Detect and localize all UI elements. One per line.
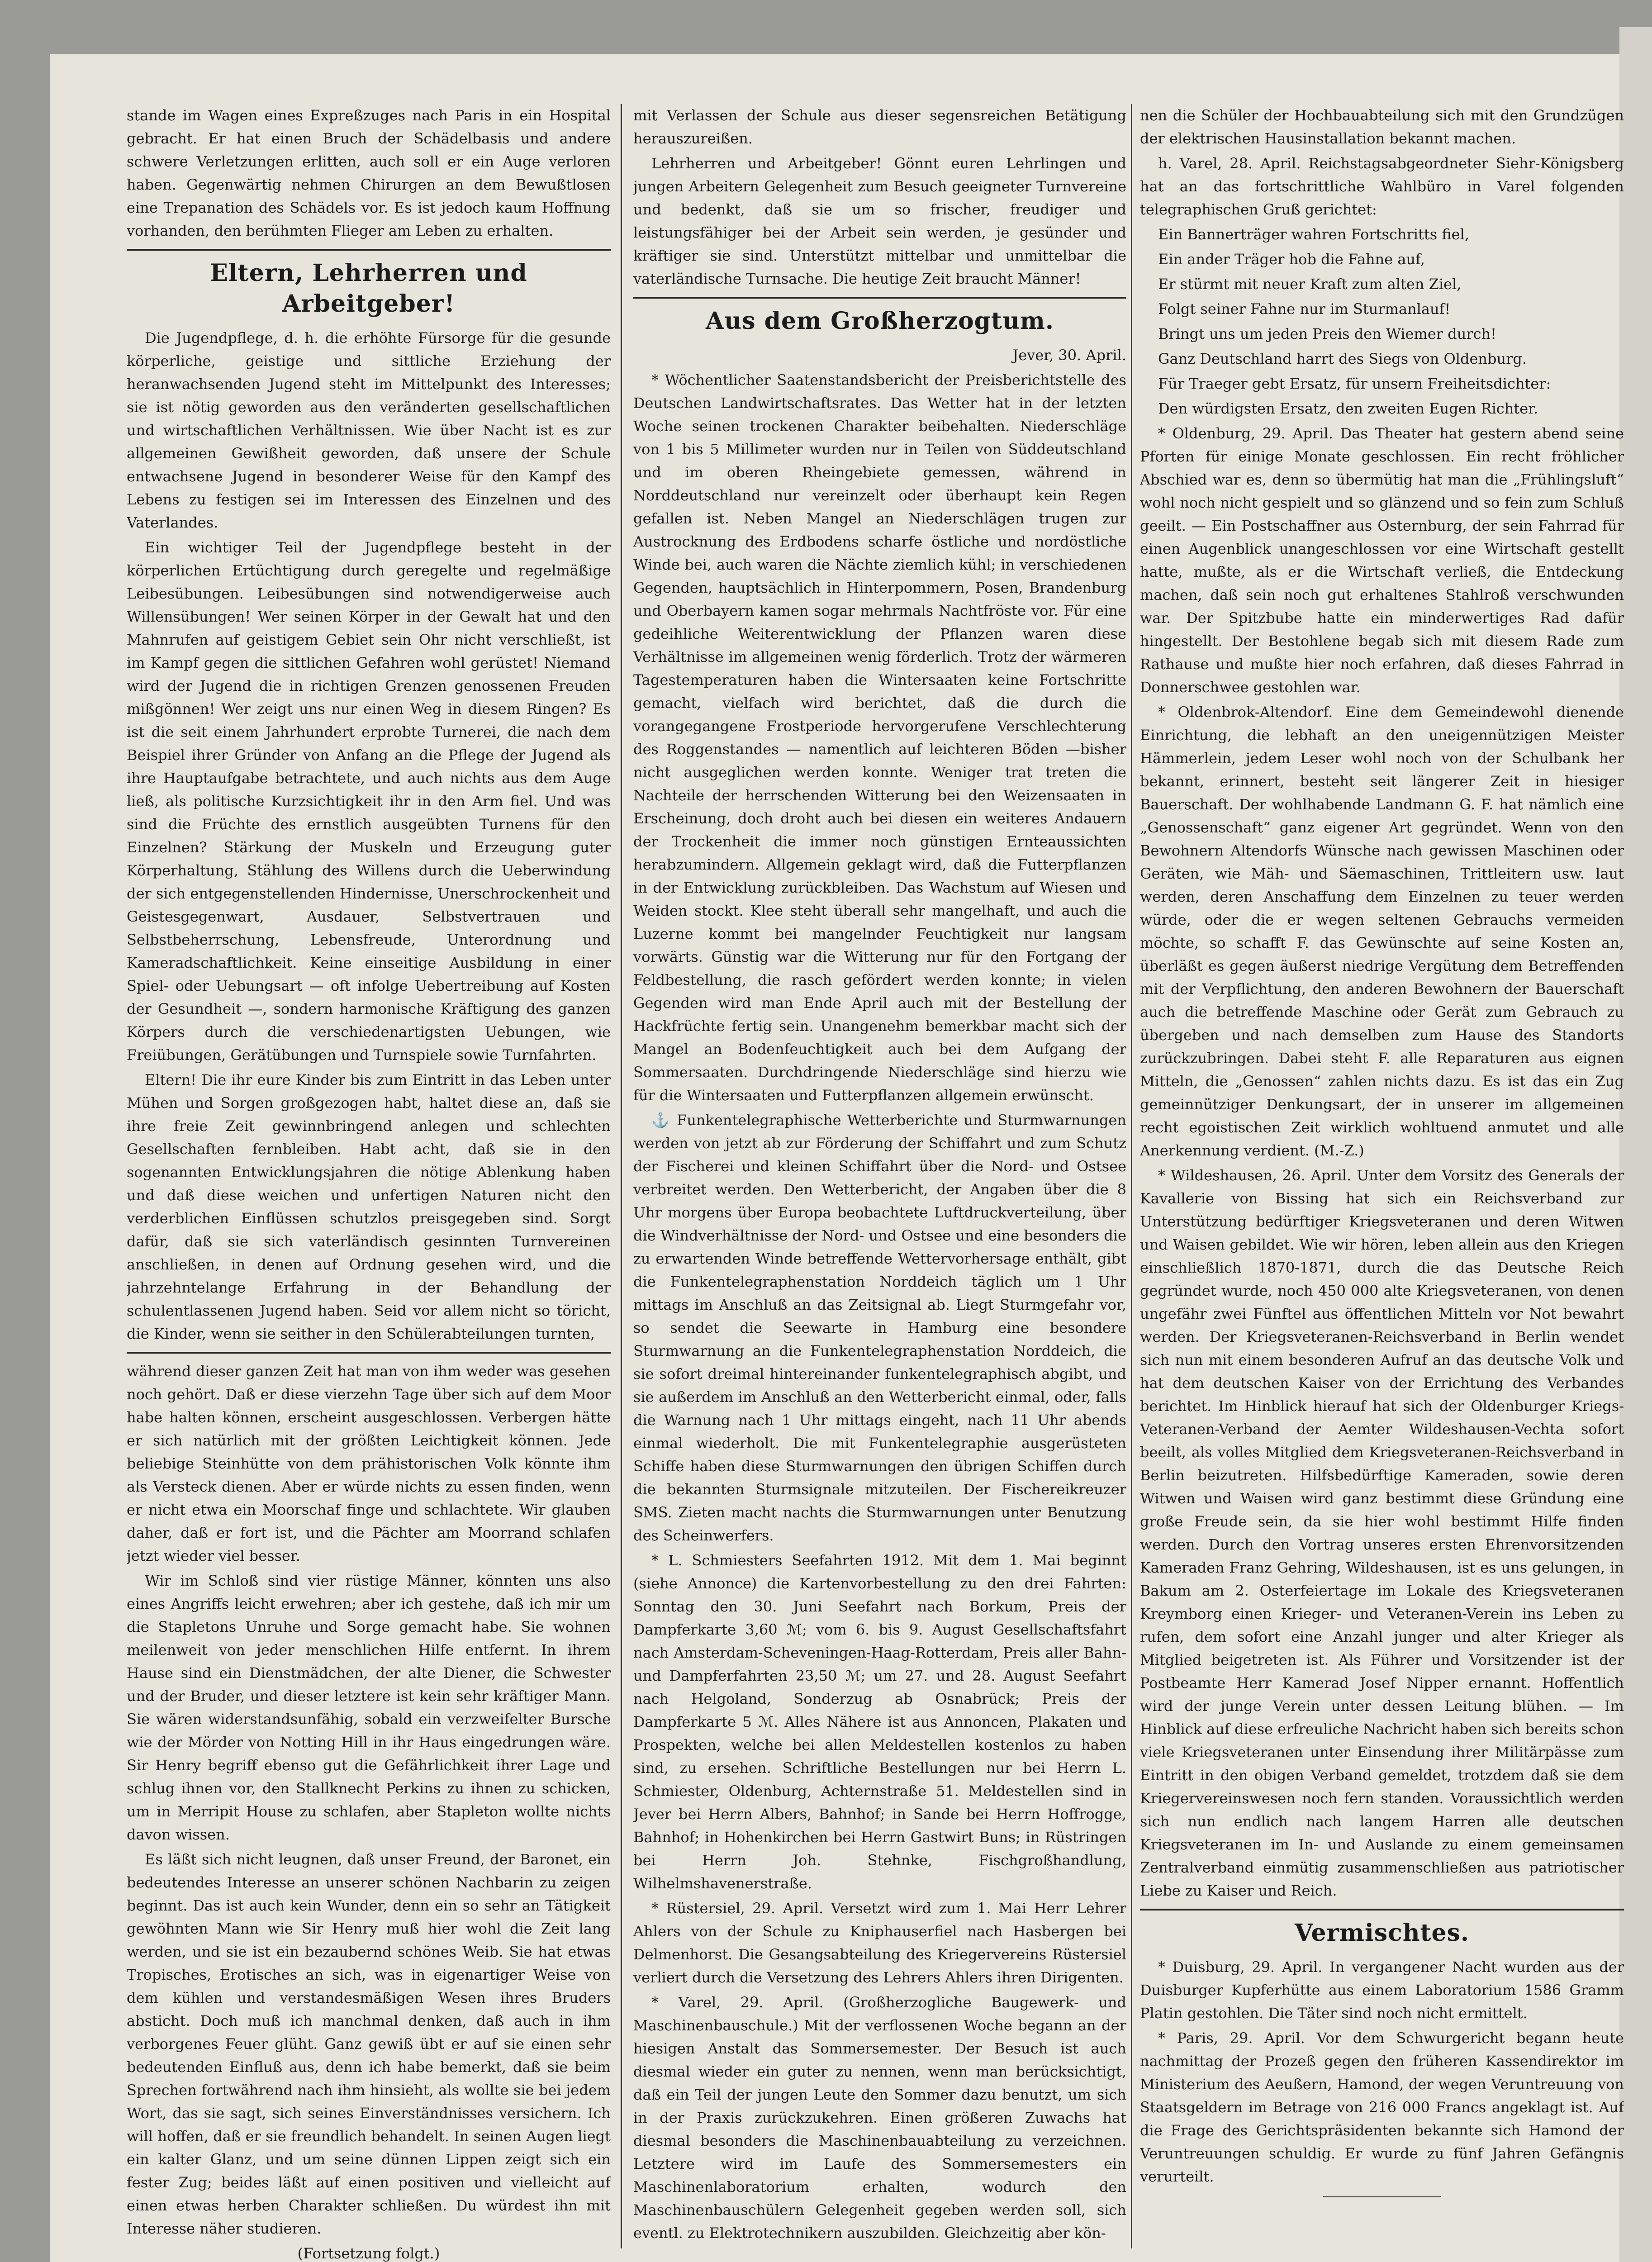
verse-line: Den würdigsten Ersatz, den zweiten Eugen Richter. [1158, 400, 1538, 417]
news-item: * Duisburg, 29. April. In vergangener Nacht wurden aus der Duisburger Kupferhütte aus einem Laboratorium 1586 Gramm Platin gestohlen. Die Täter sind noch nicht ermittelt. [1140, 1958, 1624, 2022]
article-heading: Eltern, Lehrherren und Arbeitgeber! [210, 259, 527, 318]
verse-line: Er stürmt mit neuer Kraft zum alten Ziel, [1158, 276, 1462, 293]
verse-line: Ganz Deutschland harrt des Siegs von Oldenburg. [1158, 350, 1527, 367]
news-item: * Wöchentlicher Saatenstandsbericht der Preisberichtstelle des Deutschen Landwirtschaftsrates. Das Wetter hat in der letzten Woche seinen trockenen Charakter beibehalten. Niederschläge von 1 bis 5 Millimeter wurden nur in Teilen von Süddeutschland und im oberen Rheingebiete gemessen, während in Norddeutschland nur vereinzelt oder überhaupt kein Regen gefallen ist. Neben Mangel an Niederschlägen trugen zur Austrocknung des Erdbodens scharfe östliche und nordöstliche Winde bei, auch waren die Nächte ziemlich kühl; in verschiedenen Gegenden, hauptsächlich in Hinterpommern, Posen, Brandenburg und Oberbayern kamen sogar mehrmals Nachtfröste vor. Für eine gedeihliche Weiterentwicklung der Pflanzen waren diese Verhältnisse im allgemeinen wenig förderlich. Trotz der wärmeren Tagestemperaturen haben die Wintersaaten keine Fortschritte gemacht, vielfach wird berichtet, daß die durch die vorangegangene Frostperiode hervorgerufene Verschlechterung des Roggenstandes — namentlich auf leichteren Böden —bisher nicht ausgeglichen werden konnte. Weniger trat treten die Nachteile der herrschenden Witterung bei den Weizensaaten in Erscheinung, doch droht auch bei diesen ein weiteres Andauern der Trockenheit die immer noch günstigen Ernteaussichten herabzumindern. Allgemein geklagt wird, daß die Futterpflanzen in der Entwicklung zurückbleiben. Das Wachstum auf Wiesen und Weiden stockt. Klee steht überall sehr mangelhaft, und auch die Luzerne kommt bei mangelnder Feuchtigkeit nur langsam vorwärts. Günstig war die Witterung nur für den Fortgang der Feldbestellung, die rasch gefördert werden konnte; in vielen Gegenden wird man Ende April auch mit der Bestellung der Hackfrüchte fertig sein. Unangenehm bemerkbar macht sich der Mangel an Bodenfeuchtigkeit auch bei dem Aufgang der Sommersaaten. Durchdringende Niederschläge sind hierzu wie für die Wintersaaten und Futterpflanzen allgemein erwünscht. [633, 371, 1126, 1104]
section-divider [633, 297, 1126, 299]
column-left [127, 104, 611, 2262]
section-divider [127, 249, 611, 251]
article-paragraph: mit Verlassen der Schule aus dieser segensreichen Betätigung herauszureißen. [633, 107, 1126, 147]
news-item: h. Varel, 28. April. Reichstagsabgeordneter Siehr-Königsberg hat an das fortschrittliche Wahlbüro in Varel folgenden telegraphischen Gruß gerichtet: [1140, 155, 1624, 218]
book-spine-edge [1619, 27, 1652, 2262]
news-item: * Rüstersiel, 29. April. Versetzt wird zum 1. Mai Herr Lehrer Ahlers von der Schule zu Kniphauserfiel nach Hasbergen bei Delmenhorst. Die Gesangsabteilung des Kriegervereins Rüstersiel verliert durch die Versetzung des Lehrers Ahlers ihren Dirigenten. [633, 1900, 1126, 1986]
article-paragraph: Eltern! Die ihr eure Kinder bis zum Eintritt in das Leben unter Mühen und Sorgen großgezogen habt, haltet diese an, daß sie ihre freie Zeit gewinnbringend anlegen und schlechten Gesellschaften fernbleiben. Habt acht, daß sie in den sogenannten Entwicklungsjahren die nötige Ablenkung haben und daß diese weichen und unfertigen Naturen nicht den verderblichen Einflüssen schutzlos preisgegeben sind. Sorgt dafür, daß sie sich vaterländisch gesinnten Turnvereinen anschließen, in denen auf Ordnung gesehen wird, und die jahrzehntelange Erfahrung in der Behandlung der schulentlassenen Jugend haben. Seid vor allem nicht so töricht, die Kinder, wenn sie seither in den Schülerabteilungen turnten, [127, 1071, 611, 1342]
verse-line: Ein ander Träger hob die Fahne auf, [1158, 251, 1425, 268]
end-rule [1323, 2196, 1441, 2197]
serial-story-paragraph: Wir im Schloß sind vier rüstige Männer, könnten uns also eines Angriffs leicht erwehren; aber ich gestehe, daß ich mir um die Stapletons Unruhe und Sorge gemacht habe. Sie wohnen meilenweit von jeder menschlichen Hilfe entfernt. In ihrem Hause sind ein Dienstmädchen, der alte Diener, die Schwester und der Bruder, und dieser letztere ist kein sehr kräftiger Mann. Sie wären widerstandsunfähig, sobald ein verzweifelter Bursche wie der Mörder von Notting Hill in ihr Haus eingedrungen wäre. Sir Henry begriff ebenso gut die Gefährlichkeit ihrer Lage und schlug ihnen vor, den Stallknecht Perkins zu ihnen zu schicken, um in Merripit House zu schlafen, aber Stapleton wollte nichts davon wissen. [127, 1572, 611, 1843]
news-item: * Oldenburg, 29. April. Das Theater hat gestern abend seine Pforten für einige Monate geschlossen. Ein recht fröhlicher Abschied war es, denn so übermütig hat man die „Frühlingsluft“ wohl noch nicht gespielt und so glänzend und so fein zum Schluß geeilt. — Ein Postschaffner aus Osternburg, der sein Fahrrad für einen Augenblick unangeschlossen vor eine Wirtschaft gestellt hatte, mußte, als er die Wirtschaft verließ, die Entdeckung machen, daß sein noch gut erhaltenes Stahlroß verschwunden war. Der Spitzbube hatte ein minderwertiges Rad dafür hingestellt. Der Bestohlene begab sich mit diesem Rade zum Rathause und mußte hier noch erfahren, daß dieses Fahrrad in Donnerschwee gestohlen war. [1140, 425, 1624, 696]
verse-line: Ein Bannerträger wahren Fortschritts fiel, [1158, 226, 1469, 243]
serial-story-paragraph: während dieser ganzen Zeit hat man von ihm weder was gesehen noch gehört. Daß er diese vierzehn Tage über sich auf dem Moor habe halten können, erscheint ausgeschlossen. Verbergen hätte er sich natürlich mit der größten Leichtigkeit können. Jede beliebige Steinhütte von dem prähistorischen Volk könnte ihm als Versteck dienen. Aber er würde nichts zu essen finden, wenn er nicht etwa ein Moorschaf finge und schlachtete. Wir glauben daher, daß er fort ist, und die Pächter am Moorrand schlafen jetzt wieder viel besser. [127, 1363, 611, 1564]
news-item: * Paris, 29. April. Vor dem Schwurgericht begann heute nachmittag der Prozeß gegen den früheren Kassendirektor im Ministerium des Aeußern, Hamond, der wegen Veruntreuung von Staatsgeldern im Betrage von 216 000 Francs angeklagt ist. Auf die Frage des Gerichtspräsidenten bekannte sich Hamond der Veruntreuungen schuldig. Er wurde zu fünf Jahren Gefängnis verurteilt. [1140, 2029, 1624, 2185]
article-paragraph: Lehrherren und Arbeitgeber! Gönnt euren Lehrlingen und jungen Arbeitern Gelegenheit zum Besuch geeigneter Turnvereine und bedenkt, daß sie um so frischer, freudiger und leistungsfähiger bei der Arbeit sein werden, je gesünder und kräftiger sie sind. Unterstützt mittelbar und unmittelbar die vaterländische Turnsache. Die heutige Zeit braucht Männer! [633, 155, 1126, 287]
column-rule [1131, 104, 1132, 2248]
news-item: ⚓ Funkentelegraphische Wetterberichte und Sturmwarnungen werden von jetzt ab zur Förderung der Schiffahrt und zum Schutz der Fischerei und kleinen Schiffahrt über die Nord- und Ostsee verbreitet werden. Den Wetterbericht, der Angaben über die 8 Uhr morgens über Europa beobachtete Luftdruckverteilung, über die Windverhältnisse der Nord- und Ostsee und eine besonders die zu erwartenden Winde betreffende Wettervorhersage enthält, gibt die Funkentelegraphenstation Norddeich täglich um 1 Uhr mittags im Anschluß an das Zeitsignal ab. Liegt Sturmgefahr vor, so sendet die Seewarte in Hamburg eine besondere Sturmwarnung an die Funkentelegraphenstation Norddeich, die sie sofort dreimal hintereinander funkentelegraphisch abgibt, und sie außerdem im Anschluß an den Wetterbericht einmal, oder, falls die Warnung nach 1 Uhr mittags eingeht, nach 11 Uhr abends einmal wiederholt. Die mit Funkentelegraphie ausgerüsteten Schiffe haben diese Sturmwarnungen den übrigen Schiffen durch die bekannten Sturmsignale mitzuteilen. Der Fischereikreuzer SMS. Zieten macht nachts die Sturmwarnungen unter Benutzung des Scheinwerfers. [633, 1112, 1126, 1544]
news-item: * Varel, 29. April. (Großherzogliche Baugewerk- und Maschinenbauschule.) Mit der verflossenen Woche begann an der hiesigen Anstalt das Sommersemester. Der Besuch ist auch diesmal wieder ein guter zu nennen, wenn man berücksichtigt, daß ein Teil der jungen Leute den Sommer dazu benutzt, um sich in der Praxis zurückzukehren. Einen größeren Zuwachs hat diesmal besonders die Maschinenbauabteilung zu verzeichnen. Letztere wird im Laufe des Sommersemesters ein Maschinenlaboratorium erhalten, wodurch den Maschinenbauschülern Gelegenheit gegeben werden soll, sich eventl. zu Elektrotechnikern auszubilden. Gleichzeitig aber kön- [633, 1994, 1126, 2242]
news-item: * Oldenbrok-Altendorf. Eine dem Gemeindewohl dienende Einrichtung, die lebhaft an den uneigennützigen Meister Hämmerlein, jedem Leser wohl noch von der Schulbank her bekannt, erinnert, besteht seit längerer Zeit in hiesiger Bauerschaft. Der wohlhabende Landmann G. F. hat nämlich eine „Genossenschaft“ ganz eigener Art gegründet. Wenn von den Bewohnern Altendorfs Wünsche nach gewissen Maschinen oder Geräten, wie Mäh- und Säemaschinen, Trittleitern usw. laut werden, deren Anschaffung dem Einzelnen zu teuer werden würde, oder die er wegen seltenen Gebrauchs vermeiden möchte, so schafft F. das Gewünschte auf seine Kosten an, überläßt es gegen äußerst niedrige Vergütung dem Betreffenden mit der Verpflichtung, den anderen Bewohnern der Bauerschaft auch die betreffende Maschine oder Gerät zum Gebrauch zu übergeben und nach demselben zum Hause des Standorts zurückzubringen. Dabei steht F. alle Reparaturen aus eignen Mitteln, die „Genossen“ zahlen nichts dazu. Es ist das ein Zug gemeinnütziger Denkungsart, der in unserer im allgemeinen recht egoistischen Zeit wirklich wohltuend anmutet und alle Anerkennung verdient. (M.-Z.) [1140, 703, 1624, 1159]
news-item: * L. Schmiesters Seefahrten 1912. Mit dem 1. Mai beginnt (siehe Annonce) die Kartenvorbestellung zu den drei Fahrten: Sonntag den 30. Juni Seefahrt nach Borkum, Preis der Dampferkarte 3,60 ℳ; vom 6. bis 9. August Gesellschaftsfahrt nach Amsterdam-Scheveningen-Haag-Rotterdam, Preis aller Bahn- und Dampferfahrten 23,50 ℳ; um 27. und 28. August Seefahrt nach Helgoland, Sonderzug ab Osnabrück; Preis der Dampferkarte 5 ℳ. Alles Nähere ist aus Annoncen, Plakaten und Prospekten, welche bei allen Meldestellen kostenlos zu haben sind, zu ersehen. Schriftliche Bestellungen nur bei Herrn L. Schmiester, Oldenburg, Achternstraße 51. Meldestellen sind in Jever bei Herrn Albers, Bahnhof; in Sande bei Herrn Hoffrogge, Bahnhof; in Hohenkirchen bei Herrn Gastwirt Buns; in Rüstringen bei Herrn Joh. Stehnke, Fischgroßhandlung, Wilhelmshavenerstraße. [633, 1552, 1126, 1892]
article-continuation: stande im Wagen eines Expreßzuges nach Paris in ein Hospital gebracht. Er hat einen Bruch der Schädelbasis und andere schwere Verletzungen erlitten, auch soll er ein Auge verloren haben. Gegenwärtig nehmen Chirurgen an dem Bewußtlosen eine Trepanation des Schädels vor. Es ist jedoch kaum Hoffnung vorhanden, den berühmten Flieger am Leben zu erhalten. [127, 107, 611, 239]
verse-line: Bringt uns um jeden Preis den Wiemer durch! [1158, 325, 1496, 342]
column-middle [633, 104, 1126, 2262]
verse-line: Folgt seiner Fahne nur im Sturmanlauf! [1158, 300, 1451, 318]
continued-note: (Fortsetzung folgt.) [297, 2245, 440, 2262]
news-item: nen die Schüler der Hochbauabteilung sich mit den Grundzügen der elektrischen Hausinstallation bekannt machen. [1140, 107, 1624, 147]
column-right [1140, 104, 1624, 2262]
column-rule [621, 104, 622, 2248]
section-divider [1140, 1909, 1624, 1910]
dateline: Jever, 30. April. [1012, 347, 1126, 364]
serial-story-paragraph: Es läßt sich nicht leugnen, daß unser Freund, der Baronet, ein bedeutendes Interesse an unserer schönen Nachbarin zu zeigen beginnt. Das ist auch kein Wunder, denn ein so sehr an Tätigkeit gewöhnten Mann wie Sir Henry muß hier wohl die Zeit lang werden, und sie ist ein bezaubernd schönes Weib. Sie hat etwas Tropisches, Erotisches an sich, was in eigenartiger Weise von dem kühlen und verstandesmäßigen Wesen ihres Bruders absticht. Doch muß ich manchmal denken, daß auch in ihm verborgenes Feuer glüht. Ganz gewiß übt er auf sie einen sehr bedeutenden Einfluß aus, denn ich habe bemerkt, daß sie beim Sprechen fortwährend nach ihm hinsieht, als wollte sie bei jedem Wort, das sie sagt, sich seines Einverständnisses versichern. Ich will hoffen, daß er sie freundlich behandelt. In seinen Augen liegt ein kalter Glanz, und um seine dünnen Lippen zeigt sich ein fester Zug; beides läßt auf einen positiven und vielleicht auf einen etwas herben Charakter schließen. Du würdest ihn mit Interesse näher studieren. [127, 1851, 611, 2237]
section-divider [127, 1352, 611, 1354]
verse-line: Für Traeger gebt Ersatz, für unsern Freiheitsdichter: [1158, 375, 1551, 392]
article-paragraph: Ein wichtiger Teil der Jugendpflege besteht in der körperlichen Ertüchtigung durch geregelte und regelmäßige Leibesübungen. Leibesübungen sind notwendigerweise auch Willensübungen! Wer seinen Körper in der Gewalt hat und den Mahnrufen auf geistigem Gebiet sein Ohr nicht verschließt, ist im Kampf gegen die sittlichen Gefahren wohl gerüstet! Niemand wird der Jugend die in richtigen Grenzen genossenen Freuden mißgönnen! Wer zeigt uns nur einen Weg in diesem Ringen? Es ist die seit einem Jahrhundert erprobte Turnerei, die nach dem Beispiel ihrer Gründer von Anfang an die Pflege der Jugend als ihre Hauptaufgabe betrachtete, und auch nichts aus dem Auge ließ, als politische Kurzsichtigkeit ihr in den Arm fiel. Und was sind die Früchte des ernstlich ausgeübten Turnens für den Einzelnen? Stärkung der Muskeln und Erzeugung guter Körperhaltung, Stählung des Willens durch die Ueberwindung der sich entgegenstellenden Hindernisse, Unerschrockenheit und Geistesgegenwart, Ausdauer, Selbstvertrauen und Selbstbeherrschung, Lebensfreude, Unterordnung und Kameradschaftlichkeit. Keine einseitige Ausbildung in einer Spiel- oder Uebungsart — oft infolge Uebertreibung auf Kosten der Gesundheit —, sondern harmonische Kräftigung des ganzen Körpers durch die verschiedenartigsten Uebungen, wie Freiübungen, Gerätübungen und Turnspiele sowie Turnfahrten. [127, 539, 611, 1064]
article-paragraph: Die Jugendpflege, d. h. die erhöhte Fürsorge für die gesunde körperliche, geistige und sittliche Erziehung der heranwachsenden Jugend steht im Mittelpunkt des Interesses; sie ist nötig geworden aus den veränderten gesellschaftlichen und wirtschaftlichen Verhältnissen. Wie über Nacht ist es zur allgemeinen Gewißheit geworden, daß unsere der Schule entwachsene Jugend in besonderer Weise für den Kampf des Lebens zu festigen sei im Interessen des Einzelnen und des Vaterlandes. [127, 329, 611, 531]
section-heading: Vermischtes. [1294, 1919, 1470, 1947]
news-item: * Wildeshausen, 26. April. Unter dem Vorsitz des Generals der Kavallerie von Bissing hat sich ein Reichsverband zur Unterstützung bedürftiger Kriegsveteranen und deren Witwen und Waisen gebildet. Wie wir hören, leben allein aus den Kriegen einschließlich 1870-1871, durch die das Deutsche Reich gegründet wurde, noch 450 000 alte Kriegsveteranen, von denen ungefähr zwei Fünftel aus öffentlichen Mitteln vor Not bewahrt werden. Der Kriegsveteranen-Reichsverband in Berlin wendet sich nun mit einem besonderen Aufruf an das deutsche Volk und hat dem deutschen Kaiser von der Errichtung des Verbandes berichtet. Im Hinblick hierauf hat sich der Oldenburger Kriegs-Veteranen-Verband der Aemter Wildeshausen-Vechta sofort beeilt, als volles Mitglied dem Kriegsveteranen-Reichsverband in Berlin beizutreten. Hilfsbedürftige Kameraden, sowie deren Witwen und Waisen wird ganz bestimmt diese Gründung eine große Freude sein, da sie hier wohl bestimmt Hilfe finden werden. Durch den Vortrag unseres ersten Ehrenvorsitzenden Kameraden Franz Gehring, Wildeshausen, ist es uns gelungen, in Bakum am 2. Osterfeiertage im Lokale des Kriegsveteranen Kreymborg einen Krieger- und Veteranen-Verein ins Leben zu rufen, dem sofort eine Anzahl junger und alter Krieger als Mitglied beigetreten ist. Als Führer und Vorsitzender ist der Postbeamte Herr Kamerad Josef Nipper ernannt. Hoffentlich wird der junge Verein unter dessen Leitung blühen. — Im Hinblick auf diese erfreuliche Nachricht haben sich bereits schon viele Kriegsveteranen unter Einsendung ihrer Militärpässe zum Eintritt in den obigen Verband gemeldet, trotzdem daß sie dem Kriegervereinswesen noch fern standen. Voraussichtlich werden sich nun endlich nach langem Harren alle deutschen Kriegsveteranen im In- und Auslande zu einem gemeinsamen Zentralverband einmütig zusammenschließen aus patriotischer Liebe zu Kaiser und Reich. [1140, 1167, 1624, 1899]
section-heading: Aus dem Großherzogtum. [706, 307, 1054, 335]
